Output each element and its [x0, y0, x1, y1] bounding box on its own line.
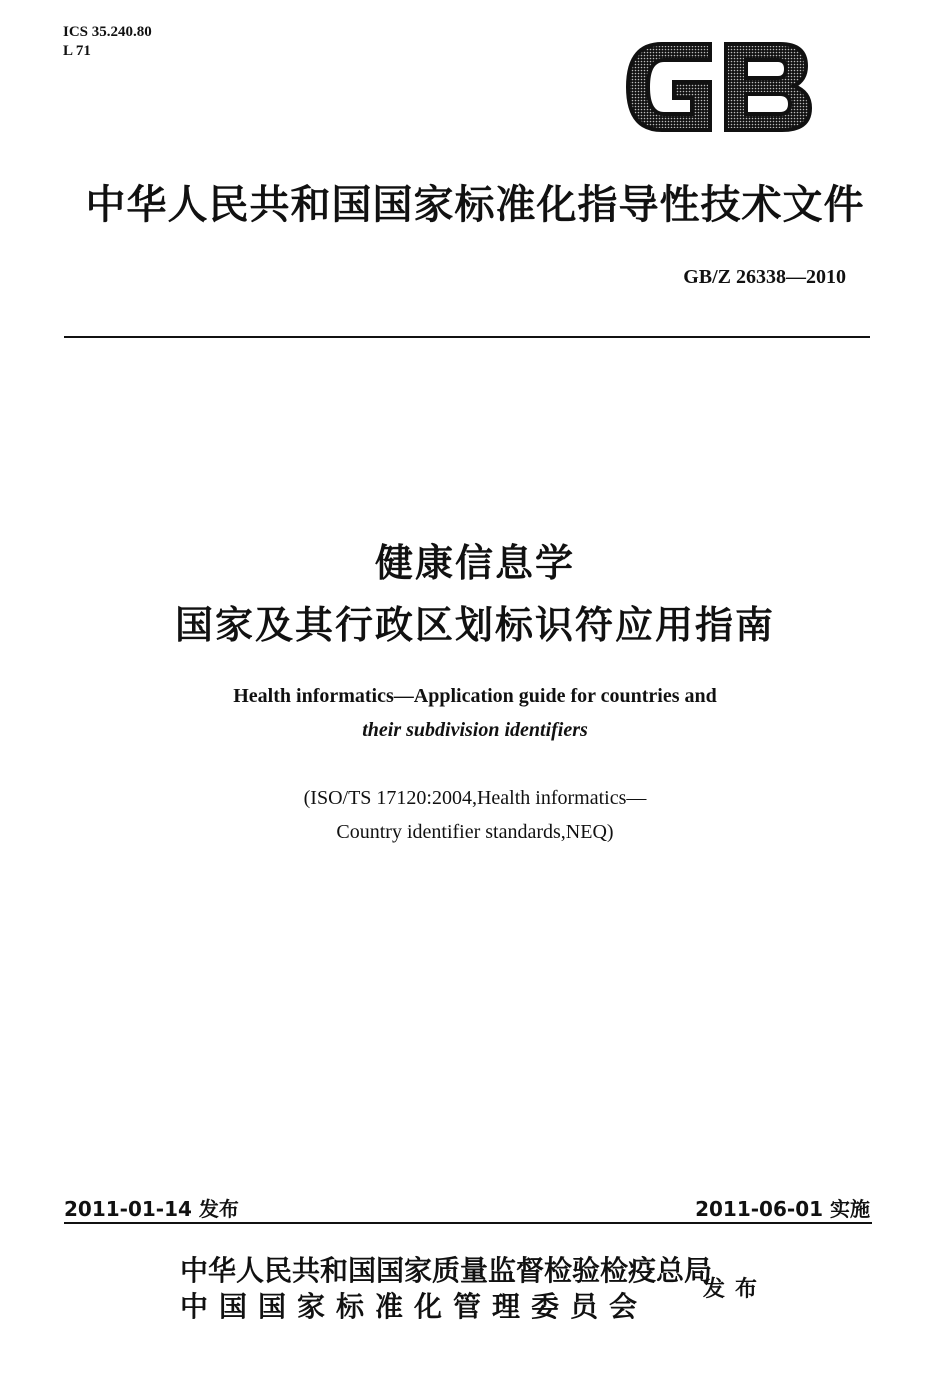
classification-codes	[63, 23, 152, 61]
top-divider	[64, 336, 870, 338]
bottom-divider	[64, 1222, 872, 1224]
ccs-code: L 71	[63, 43, 91, 59]
title-en	[0, 679, 950, 747]
standard-number: GB/Z 26338—2010	[683, 266, 846, 288]
issue-date: 2011-01-14 发布	[64, 1197, 239, 1221]
issuer-line2: 中国国家标准化管理委员会	[180, 1290, 649, 1323]
issuer-line1: 中华人民共和国国家质量监督检验检疫总局	[180, 1254, 713, 1287]
ics-code: ICS 35.240.80	[63, 24, 152, 40]
iso-reference-line1: (ISO/TS 17120:2004,Health informatics—	[303, 787, 647, 809]
gb-logo	[622, 36, 814, 138]
publish-label: 发布	[703, 1276, 768, 1302]
iso-reference-line2: Country identifier standards,NEQ)	[336, 821, 614, 843]
title-cn-line2: 国家及其行政区划标识符应用指南	[174, 603, 775, 647]
issuing-authorities	[180, 1253, 712, 1325]
title-en-line1: Health informatics—Application guide for countries and	[233, 685, 717, 707]
document-type-heading: 中华人民共和国国家标准化指导性技术文件	[85, 181, 865, 228]
iso-reference	[0, 781, 950, 849]
implementation-date: 2011-06-01 实施	[695, 1197, 870, 1221]
title-cn-line1: 健康信息学	[374, 541, 575, 585]
title-en-line2: their subdivision identifiers	[362, 719, 588, 741]
